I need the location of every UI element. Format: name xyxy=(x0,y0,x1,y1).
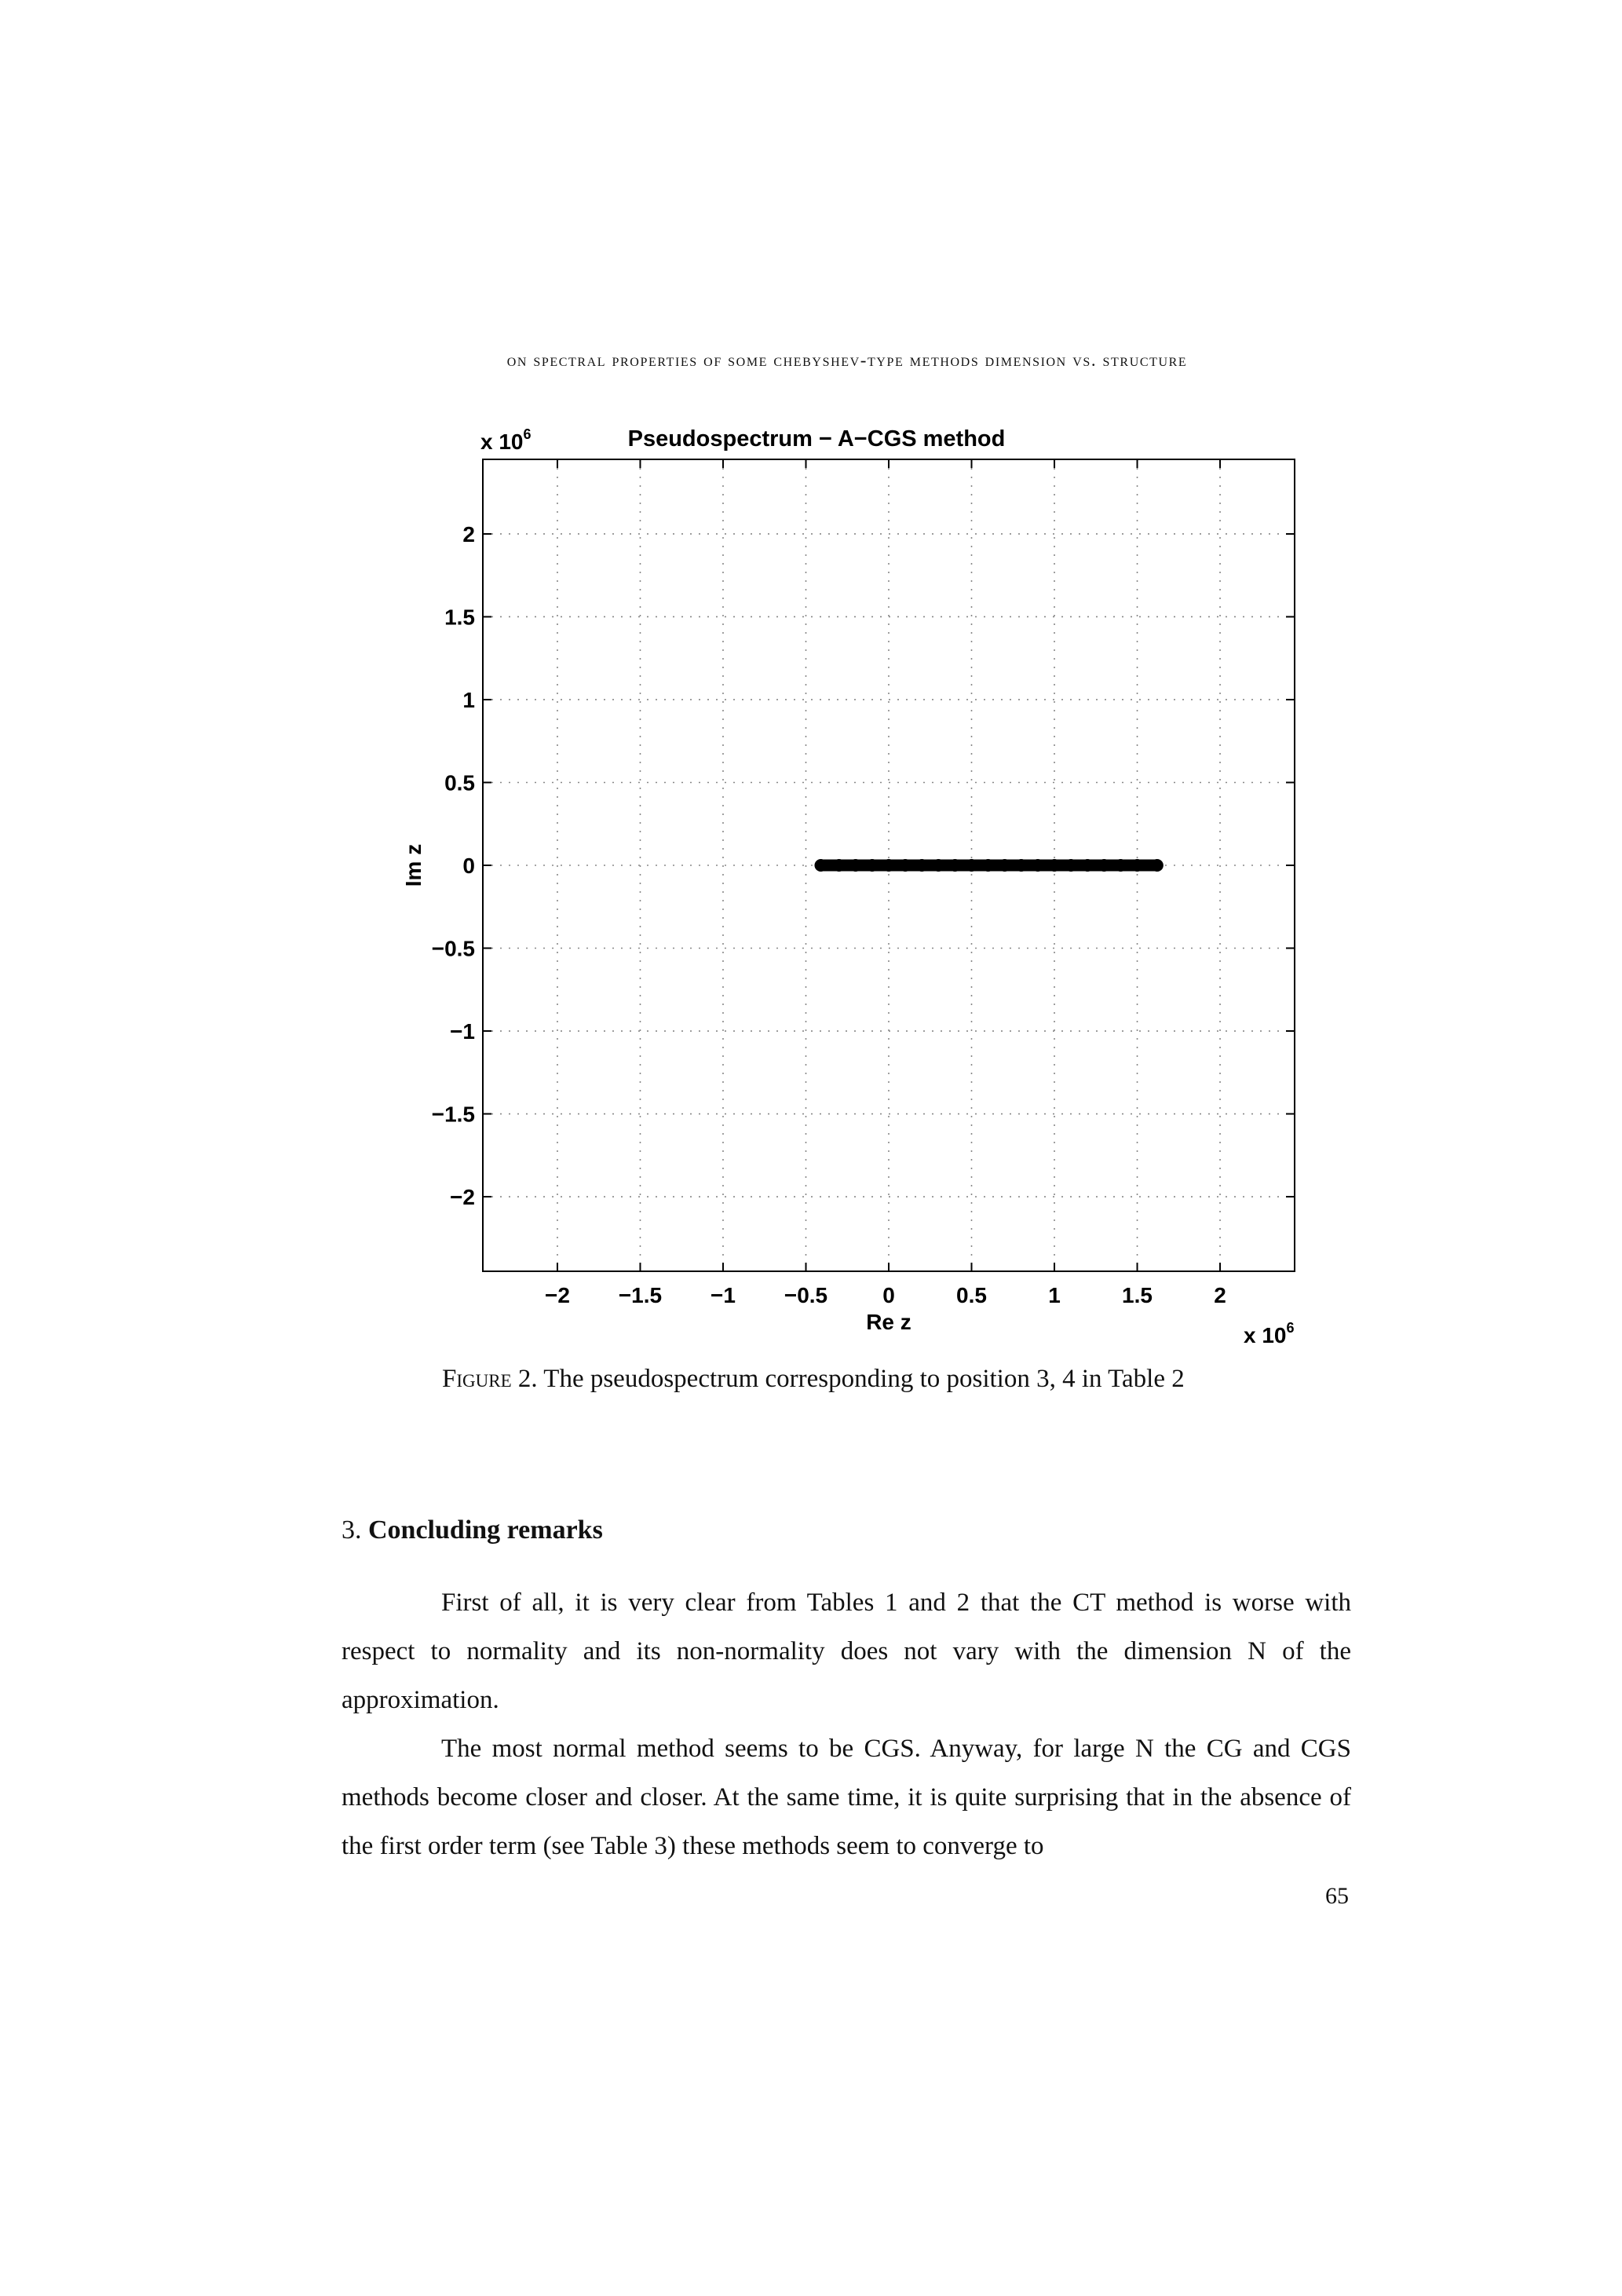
pseudospectrum-point xyxy=(1131,859,1144,872)
pseudospectrum-point xyxy=(932,859,944,872)
paragraph: The most normal method seems to be CGS. Anyway, for large N the CG and CGS methods become closer and closer. At the same time, it is quite surprising that in the absence of the first order term (see Table 3) these methods seem to converge to xyxy=(342,1735,1351,1860)
section-number: 3. xyxy=(342,1515,362,1545)
data-series xyxy=(814,859,1163,872)
section-title: Concluding remarks xyxy=(368,1515,603,1545)
pseudospectrum-point xyxy=(948,859,961,872)
pseudospectrum-point xyxy=(899,859,911,872)
x-tick-label: 1.5 xyxy=(1122,1283,1153,1307)
running-head: on spectral properties of some chebyshev-type methods dimension vs. structure xyxy=(506,350,1188,370)
pseudospectrum-point xyxy=(1032,859,1044,872)
pseudospectrum-point xyxy=(1015,859,1028,872)
pseudospectrum-point xyxy=(1114,859,1127,872)
pseudospectrum-point xyxy=(999,859,1011,872)
chart-title: Pseudospectrum − A−CGS method xyxy=(627,426,1006,452)
y-tick-label: 0 xyxy=(462,854,475,878)
y-tick-label: 2 xyxy=(462,521,475,547)
figure-caption xyxy=(442,1355,1266,1403)
pseudospectrum-point xyxy=(1048,859,1061,872)
pseudospectrum-point xyxy=(833,859,846,872)
y-tick-label: −1.5 xyxy=(431,1102,475,1127)
pseudospectrum-point xyxy=(1081,859,1094,872)
y-tick-label: −2 xyxy=(450,1185,475,1210)
y-multiplier-exponent: 6 xyxy=(523,426,532,442)
y-tick-label: −1 xyxy=(450,1019,475,1044)
x-tick-labels xyxy=(545,1283,1226,1307)
pseudospectrum-point xyxy=(882,859,895,872)
caption-label: Figure 2. xyxy=(442,1365,538,1393)
y-tick-label: 1 xyxy=(462,687,475,712)
x-tick-label: 2 xyxy=(1214,1283,1226,1307)
x-multiplier-exponent: 6 xyxy=(1286,1320,1295,1336)
y-multiplier xyxy=(480,426,532,454)
pseudospectrum-point xyxy=(915,859,928,872)
pseudospectrum-point xyxy=(849,859,862,872)
y-tick-label: 0.5 xyxy=(444,770,475,795)
y-multiplier-base: x 10 xyxy=(480,430,524,454)
section-heading xyxy=(342,1515,603,1545)
x-tick-label: 1 xyxy=(1048,1283,1061,1307)
y-axis-label: Im z xyxy=(401,843,426,887)
paragraph: First of all, it is very clear from Tables 1 and 2 that the CT method is worse with respect to normality and its non-normality does not vary with the dimension N of the approximation. xyxy=(342,1589,1351,1714)
x-tick-label: 0 xyxy=(882,1283,895,1307)
pseudospectrum-point xyxy=(866,859,879,872)
x-axis-label: Re z xyxy=(866,1310,911,1334)
x-tick-label: −0.5 xyxy=(784,1283,828,1307)
x-multiplier-base: x 10 xyxy=(1244,1323,1287,1347)
y-tick-label: 1.5 xyxy=(444,605,475,630)
x-tick-label: −1.5 xyxy=(618,1283,663,1307)
caption-text: The pseudospectrum corresponding to position 3, 4 in Table 2 xyxy=(543,1365,1185,1393)
pseudospectrum-point xyxy=(1065,859,1077,872)
pseudospectrum-point xyxy=(966,859,978,872)
body-text xyxy=(342,1578,1351,1870)
x-multiplier xyxy=(1244,1320,1295,1347)
y-tick-label: −0.5 xyxy=(431,936,475,961)
x-tick-label: −1 xyxy=(711,1283,736,1307)
x-tick-label: 0.5 xyxy=(956,1283,987,1307)
pseudospectrum-point xyxy=(1098,859,1110,872)
x-tick-label: −2 xyxy=(544,1283,570,1307)
pseudospectrum-point xyxy=(814,859,827,872)
page-number: 65 xyxy=(1325,1883,1349,1909)
pseudospectrum-point xyxy=(1151,859,1164,872)
pseudospectrum-point xyxy=(982,859,995,872)
y-tick-labels xyxy=(432,522,475,1209)
